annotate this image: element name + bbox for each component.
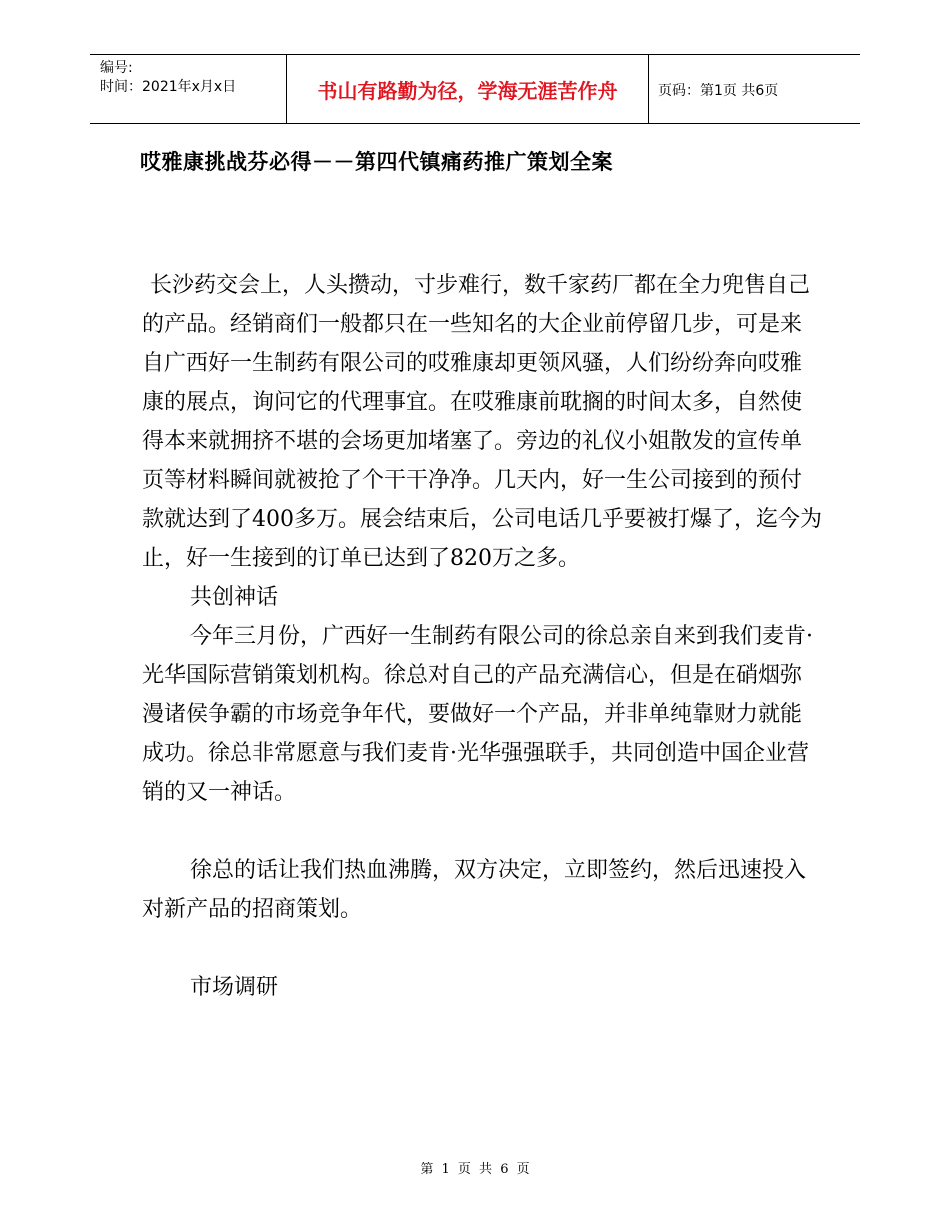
page-header [90, 54, 860, 124]
header-divider-right [648, 55, 649, 123]
document-body [142, 266, 822, 1007]
header-meta [100, 59, 236, 97]
paragraph-spacer [142, 812, 822, 851]
document-title: 哎雅康挑战芬必得－－第四代镇痛药推广策划全案 [140, 150, 613, 174]
serial-number-label: 编号: [100, 60, 133, 76]
paragraph-agreement: 徐总的话让我们热血沸腾，双方决定，立即签约，然后迅速投入对新产品的招商策划。 [142, 858, 807, 922]
header-page-info: 页码：第1页 共6页 [658, 83, 779, 99]
date-label: 时间：2021年x月x日 [100, 79, 237, 95]
section-heading-market-research: 市场调研 [190, 975, 279, 1000]
paragraph-meeting: 今年三月份，广西好一生制药有限公司的徐总亲自来到我们麦肯·光华国际营销策划机构。徐总对自己的产品充满信心，但是在硝烟弥漫诸侯争霸的市场竞争年代，要做好一个产品，并非单纯靠财力就能成功。徐总非常愿意与我们麦肯·光华强强联手，共同创造中国企业营销的又一神话。 [142, 624, 813, 805]
paragraph-intro: 长沙药交会上，人头攒动，寸步难行，数千家药厂都在全力兜售自己的产品。经销商们一般都只在一些知名的大企业前停留几步，可是来自广西好一生制药有限公司的哎雅康却更领风骚，人们纷纷奔向哎雅康的展点，询问它的代理事宜。在哎雅康前耽搁的时间太多，自然使得本来就拥挤不堪的会场更加堵塞了。旁边的礼仪小姐散发的宣传单页等材料瞬间就被抢了个干干净净。几天内，好一生公司接到的预付款就达到了400多万。展会结束后，公司电话几乎要被打爆了，迄今为止，好一生接到的订单已达到了820万之多。 [142, 273, 822, 571]
page-footer: 第 1 页 共 6 页 [420, 1162, 530, 1177]
header-motto: 书山有路勤为径，学海无涯苦作舟 [317, 79, 618, 103]
paragraph-spacer [142, 929, 822, 968]
section-heading-co-create: 共创神话 [190, 585, 279, 610]
